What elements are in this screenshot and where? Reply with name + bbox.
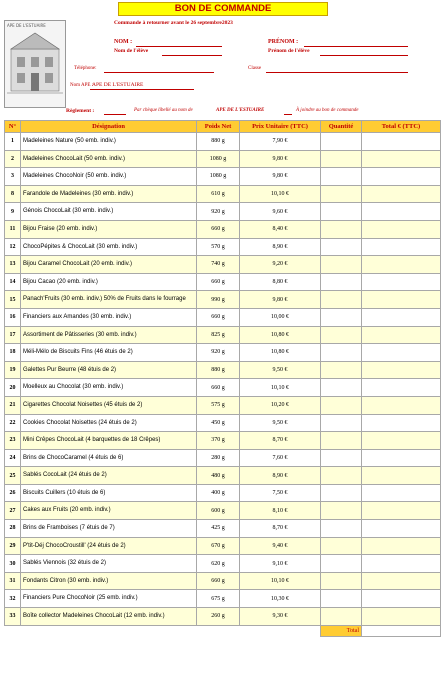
row-prix: 10,30 € (240, 590, 321, 608)
prenom-label: PRÉNOM : (268, 39, 299, 45)
row-total-cell (362, 308, 441, 326)
classe-field[interactable] (266, 72, 408, 73)
table-row (5, 326, 441, 344)
reglement-label: Règlement : (66, 108, 95, 114)
row-prix: 10,10 € (240, 185, 321, 203)
row-number: 12 (5, 238, 21, 256)
total-row (5, 625, 441, 636)
row-prix: 7,90 € (240, 133, 321, 151)
row-total-cell (362, 590, 441, 608)
quantity-input[interactable] (321, 432, 362, 450)
nom-ape-label: Nom APE : (70, 83, 94, 88)
row-total-cell (362, 467, 441, 485)
row-prix: 10,80 € (240, 344, 321, 362)
row-designation: Galettes Pur Beurre (48 étuis de 2) (21, 361, 197, 379)
row-prix: 7,50 € (240, 484, 321, 502)
row-poids: 425 g (197, 520, 240, 538)
row-poids: 480 g (197, 467, 240, 485)
nom-ape-value: APE DE L'ESTUAIRE (92, 82, 144, 88)
table-row (5, 537, 441, 555)
quantity-input[interactable] (321, 326, 362, 344)
row-number: 18 (5, 344, 21, 362)
logo-caption: APE DE L'ESTUAIRE (7, 23, 46, 28)
row-prix: 8,10 € (240, 502, 321, 520)
row-number: 15 (5, 291, 21, 309)
row-number: 16 (5, 308, 21, 326)
quantity-input[interactable] (321, 273, 362, 291)
row-poids: 1080 g (197, 150, 240, 168)
quantity-input[interactable] (321, 220, 362, 238)
reglement-suffix: À joindre au bon de commande (296, 108, 359, 113)
quantity-input[interactable] (321, 203, 362, 221)
table-row (5, 396, 441, 414)
row-designation: Financiers aux Amandes (30 emb. indiv.) (21, 308, 197, 326)
nom-field[interactable] (136, 46, 222, 47)
row-total-cell (362, 291, 441, 309)
quantity-input[interactable] (321, 555, 362, 573)
row-designation: Biscuits Cuillers (10 étuis de 6) (21, 484, 197, 502)
row-prix: 8,70 € (240, 520, 321, 538)
quantity-input[interactable] (321, 520, 362, 538)
col-header-prix: Prix Unitaire (TTC) (240, 121, 321, 133)
row-poids: 610 g (197, 185, 240, 203)
table-row (5, 361, 441, 379)
row-total-cell (362, 203, 441, 221)
table-row (5, 520, 441, 538)
row-prix: 9,40 € (240, 537, 321, 555)
row-prix: 8,80 € (240, 273, 321, 291)
reglement-gap-line (284, 114, 292, 115)
school-logo (4, 20, 66, 108)
quantity-input[interactable] (321, 484, 362, 502)
table-row (5, 238, 441, 256)
prenom-eleve-label: Prénom de l'élève (268, 48, 310, 54)
row-number: 25 (5, 467, 21, 485)
row-total-cell (362, 396, 441, 414)
quantity-input[interactable] (321, 344, 362, 362)
row-designation: Brins de Framboises (7 étuis de 7) (21, 520, 197, 538)
row-total-cell (362, 572, 441, 590)
row-number: 3 (5, 168, 21, 186)
row-prix: 10,20 € (240, 396, 321, 414)
row-designation: Madeleines ChocoNoir (50 emb. indiv.) (21, 168, 197, 186)
row-poids: 370 g (197, 432, 240, 450)
row-designation: Brins de ChocoCaramel (4 étuis de 6) (21, 449, 197, 467)
table-row (5, 467, 441, 485)
row-number: 30 (5, 555, 21, 573)
row-number: 27 (5, 502, 21, 520)
row-total-cell (362, 326, 441, 344)
row-total-cell (362, 256, 441, 274)
quantity-input[interactable] (321, 467, 362, 485)
quantity-input[interactable] (321, 414, 362, 432)
quantity-input[interactable] (321, 168, 362, 186)
row-poids: 740 g (197, 256, 240, 274)
quantity-input[interactable] (321, 185, 362, 203)
table-row (5, 168, 441, 186)
row-poids: 880 g (197, 361, 240, 379)
row-designation: Mini Crêpes ChocoLait (4 barquettes de 18 Crêpes) (21, 432, 197, 450)
row-poids: 670 g (197, 537, 240, 555)
table-row (5, 484, 441, 502)
row-number: 1 (5, 133, 21, 151)
row-total-cell (362, 555, 441, 573)
reglement-text: Par chèque libellé au nom de (134, 108, 193, 113)
row-poids: 660 g (197, 273, 240, 291)
row-number: 14 (5, 273, 21, 291)
row-total-cell (362, 537, 441, 555)
row-total-cell (362, 133, 441, 151)
row-poids: 675 g (197, 590, 240, 608)
row-poids: 880 g (197, 133, 240, 151)
prenom-field[interactable] (304, 46, 408, 47)
row-prix: 9,80 € (240, 168, 321, 186)
row-total-cell (362, 414, 441, 432)
table-row (5, 133, 441, 151)
row-poids: 1080 g (197, 168, 240, 186)
table-row (5, 185, 441, 203)
row-number: 31 (5, 572, 21, 590)
row-poids: 400 g (197, 484, 240, 502)
row-prix: 8,90 € (240, 467, 321, 485)
row-prix: 8,90 € (240, 238, 321, 256)
row-poids: 620 g (197, 555, 240, 573)
row-poids: 920 g (197, 344, 240, 362)
total-row-spacer (197, 625, 240, 636)
row-prix: 9,50 € (240, 414, 321, 432)
row-prix: 10,80 € (240, 326, 321, 344)
row-poids: 825 g (197, 326, 240, 344)
col-header-poids: Poids Net (197, 121, 240, 133)
order-table (4, 120, 441, 637)
row-designation: Farandole de Madeleines (30 emb. indiv.) (21, 185, 197, 203)
col-header-total: Total € (TTC) (362, 121, 441, 133)
row-total-cell (362, 484, 441, 502)
quantity-input[interactable] (321, 590, 362, 608)
row-prix: 9,20 € (240, 256, 321, 274)
row-poids: 920 g (197, 203, 240, 221)
nom-eleve-label: Nom de l'élève (114, 48, 149, 54)
building-sketch-icon (5, 21, 65, 107)
row-poids: 260 g (197, 608, 240, 626)
nom-eleve-field[interactable] (162, 55, 222, 56)
row-total-cell (362, 238, 441, 256)
row-number: 20 (5, 379, 21, 397)
row-prix: 9,60 € (240, 203, 321, 221)
row-designation: Panach'Fruits (30 emb. indiv.) 50% de Fruits dans le fourrage (21, 291, 197, 309)
reglement-ape: APE DE L'ESTUAIRE (216, 108, 265, 113)
row-designation: Fondants Citron (30 emb. indiv.) (21, 572, 197, 590)
table-row (5, 256, 441, 274)
row-designation: Génois ChocoLait (30 emb. indiv.) (21, 203, 197, 221)
row-poids: 660 g (197, 308, 240, 326)
row-total-cell (362, 344, 441, 362)
total-row-spacer (240, 625, 321, 636)
row-poids: 990 g (197, 291, 240, 309)
row-designation: Méli-Mélo de Biscuits Fins (46 étuis de 2) (21, 344, 197, 362)
row-number: 33 (5, 608, 21, 626)
row-poids: 660 g (197, 572, 240, 590)
table-row (5, 590, 441, 608)
row-designation: Assortiment de Pâtisseries (30 emb. indiv.) (21, 326, 197, 344)
row-prix: 10,10 € (240, 379, 321, 397)
col-header-num: N° (5, 121, 21, 133)
page-title: BON DE COMMANDE (118, 2, 328, 16)
quantity-input[interactable] (321, 502, 362, 520)
row-designation: Sablés Viennois (32 étuis de 2) (21, 555, 197, 573)
reglement-underline (104, 114, 126, 115)
prenom-eleve-field[interactable] (320, 55, 408, 56)
row-number: 32 (5, 590, 21, 608)
quantity-input[interactable] (321, 396, 362, 414)
row-number: 13 (5, 256, 21, 274)
row-designation: Financiers Pure ChocoNoir (25 emb. indiv.) (21, 590, 197, 608)
row-prix: 8,40 € (240, 220, 321, 238)
quantity-input[interactable] (321, 361, 362, 379)
table-row (5, 273, 441, 291)
telephone-field[interactable] (104, 72, 214, 73)
row-poids: 600 g (197, 502, 240, 520)
row-poids: 575 g (197, 396, 240, 414)
row-total-cell (362, 168, 441, 186)
row-number: 19 (5, 361, 21, 379)
table-row (5, 308, 441, 326)
quantity-input[interactable] (321, 608, 362, 626)
row-number: 24 (5, 449, 21, 467)
row-number: 11 (5, 220, 21, 238)
row-total-cell (362, 608, 441, 626)
row-poids: 660 g (197, 220, 240, 238)
row-designation: Sablés CocoLait (24 étuis de 2) (21, 467, 197, 485)
row-designation: Cakes aux Fruits (20 emb. indiv.) (21, 502, 197, 520)
table-row (5, 502, 441, 520)
row-prix: 9,50 € (240, 361, 321, 379)
table-row (5, 344, 441, 362)
table-header-row (5, 121, 441, 133)
row-prix: 10,10 € (240, 572, 321, 590)
row-designation: Cookies Chocolat Noisettes (24 étuis de 2) (21, 414, 197, 432)
quantity-input[interactable] (321, 133, 362, 151)
table-row (5, 203, 441, 221)
quantity-input[interactable] (321, 291, 362, 309)
row-designation: P'tit-Déj ChocoCroustill' (24 étuis de 2) (21, 537, 197, 555)
row-prix: 9,80 € (240, 291, 321, 309)
table-row (5, 432, 441, 450)
quantity-input[interactable] (321, 449, 362, 467)
row-total-cell (362, 432, 441, 450)
row-prix: 8,70 € (240, 432, 321, 450)
table-row (5, 555, 441, 573)
classe-label: Classe (248, 66, 262, 71)
row-number: 23 (5, 432, 21, 450)
row-number: 21 (5, 396, 21, 414)
row-designation: ChocoPépites & ChocoLait (30 emb. indiv.) (21, 238, 197, 256)
table-row (5, 449, 441, 467)
row-total-cell (362, 502, 441, 520)
quantity-input[interactable] (321, 572, 362, 590)
total-label: Total (321, 625, 362, 636)
quantity-input[interactable] (321, 150, 362, 168)
row-designation: Bijou Cacao (20 emb. indiv.) (21, 273, 197, 291)
row-total-cell (362, 220, 441, 238)
row-number: 9 (5, 203, 21, 221)
total-row-spacer (5, 625, 21, 636)
row-designation: Madeleines Nature (50 emb. indiv.) (21, 133, 197, 151)
quantity-input[interactable] (321, 379, 362, 397)
row-number: 8 (5, 185, 21, 203)
row-poids: 660 g (197, 379, 240, 397)
row-prix: 9,30 € (240, 608, 321, 626)
quantity-input[interactable] (321, 256, 362, 274)
row-number: 28 (5, 520, 21, 538)
telephone-label: Téléphone: (74, 66, 97, 71)
row-prix: 9,10 € (240, 555, 321, 573)
col-header-quantite: Quantité (321, 121, 362, 133)
row-designation: Moelleux au Chocolat (30 emb. indiv.) (21, 379, 197, 397)
row-number: 29 (5, 537, 21, 555)
table-row (5, 220, 441, 238)
table-row (5, 379, 441, 397)
table-row (5, 608, 441, 626)
row-total-cell (362, 449, 441, 467)
row-poids: 280 g (197, 449, 240, 467)
row-poids: 450 g (197, 414, 240, 432)
row-designation: Bijou Caramel ChocoLait (20 emb. indiv.) (21, 256, 197, 274)
row-total-cell (362, 150, 441, 168)
row-designation: Madeleines ChocoLait (50 emb. indiv.) (21, 150, 197, 168)
row-number: 26 (5, 484, 21, 502)
row-number: 2 (5, 150, 21, 168)
row-designation: Bijou Fraise (20 emb. indiv.) (21, 220, 197, 238)
table-row (5, 572, 441, 590)
nom-ape-underline (90, 89, 194, 90)
total-row-spacer (21, 625, 197, 636)
table-row (5, 291, 441, 309)
table-row (5, 414, 441, 432)
nom-label: NOM : (114, 39, 133, 45)
row-total-cell (362, 361, 441, 379)
row-number: 22 (5, 414, 21, 432)
row-total-cell (362, 273, 441, 291)
deadline-text: Commande à retourner avant le 26 septembre2023 (114, 20, 233, 26)
table-row (5, 150, 441, 168)
row-total-cell (362, 520, 441, 538)
row-total-cell (362, 379, 441, 397)
col-header-designation: Désignation (21, 121, 197, 133)
row-prix: 10,00 € (240, 308, 321, 326)
row-prix: 7,60 € (240, 449, 321, 467)
row-designation: Cigarettes Chocolat Noisettes (45 étuis de 2) (21, 396, 197, 414)
row-poids: 570 g (197, 238, 240, 256)
row-designation: Boîte collector Madeleines ChocoLait (12 emb. indiv.) (21, 608, 197, 626)
quantity-input[interactable] (321, 308, 362, 326)
quantity-input[interactable] (321, 537, 362, 555)
row-prix: 9,80 € (240, 150, 321, 168)
row-total-cell (362, 185, 441, 203)
grand-total-cell[interactable] (362, 625, 441, 636)
row-number: 17 (5, 326, 21, 344)
quantity-input[interactable] (321, 238, 362, 256)
